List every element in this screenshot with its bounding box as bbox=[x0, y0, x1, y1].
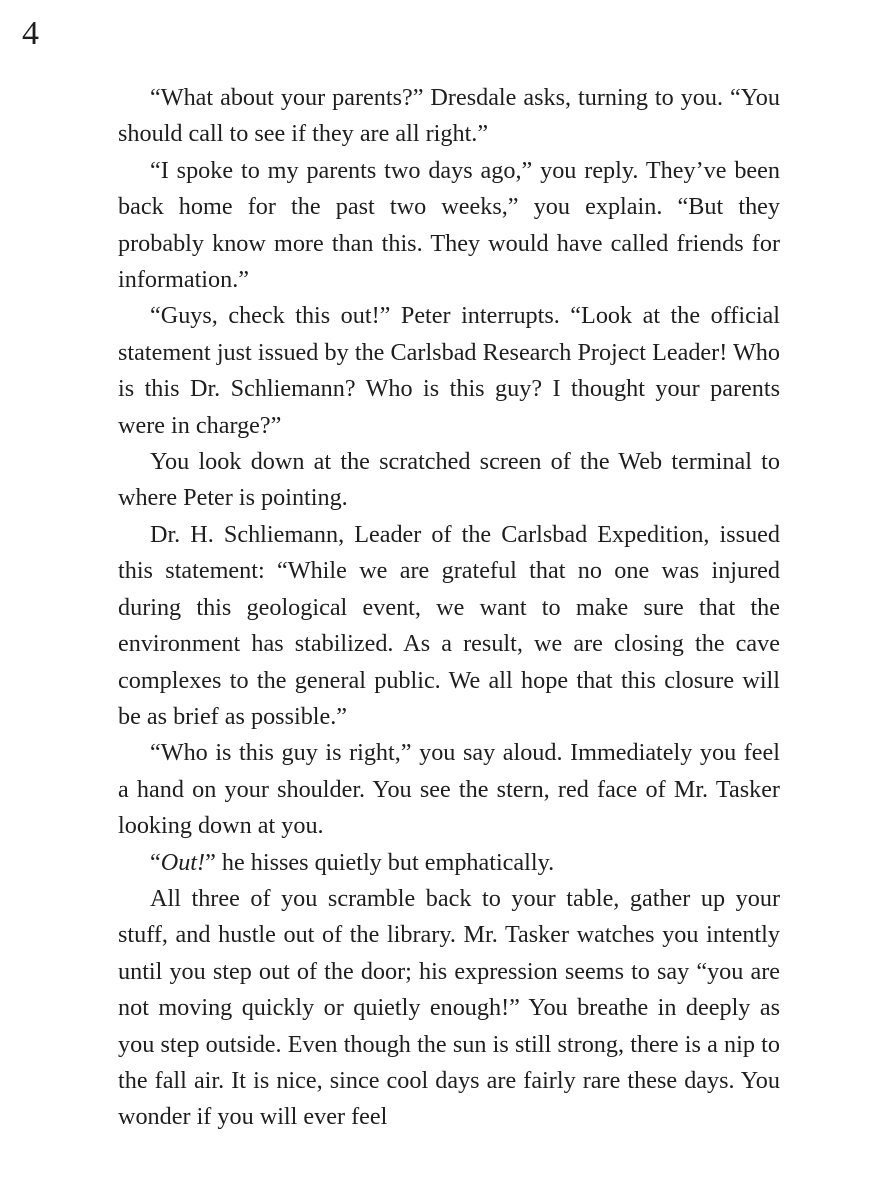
page-number: 4 bbox=[22, 15, 39, 52]
body-text bbox=[118, 80, 780, 1136]
paragraph: Dr. H. Schliemann, Leader of the Carlsbad Expedition, issued this statement: “While we are grateful that no one was injured during this geological event, we want to make sure that the environment has stabilized. As a result, we are closing the cave complexes to the general public. We all hope that this closure will be as brief as possible.” bbox=[118, 520, 780, 730]
paragraph: “Who is this guy is right,” you say aloud. Immediately you feel a hand on your shoulder. You see the stern, red face of Mr. Tasker looking down at you. bbox=[118, 739, 780, 840]
paragraph: All three of you scramble back to your table, gather up your stuff, and hustle out of the library. Mr. Tasker watches you intently until you step out of the door; his expression seems to say “you are not moving quickly or quietly enough!” You breathe in deeply as you step outside. Even though the sun is still strong, there is a nip to the fall air. It is nice, since cool days are fairly rare these days. You wonder if you will ever feel bbox=[118, 884, 780, 1131]
emphasis-out: Out! bbox=[160, 848, 206, 876]
open-quote: “ bbox=[150, 848, 161, 876]
paragraph: “What about your parents?” Dresdale asks, turning to you. “You should call to see if they are all right.” bbox=[118, 84, 780, 148]
paragraph: You look down at the scratched screen of the Web terminal to where Peter is pointing. bbox=[118, 448, 780, 512]
paragraph: “Guys, check this out!” Peter interrupts. “Look at the official statement just issued by the Carlsbad Research Project Leader! Who is this Dr. Schliemann? Who is this guy? I thought your parents were in charge?” bbox=[118, 302, 780, 439]
paragraph: “I spoke to my parents two days ago,” you reply. They’ve been back home for the past two weeks,” you explain. “But they probably know more than this. They would have called friends for information.” bbox=[118, 156, 780, 294]
paragraph-out bbox=[118, 845, 780, 881]
paragraph-out-rest: ” he hisses quietly but emphatically. bbox=[205, 848, 555, 876]
